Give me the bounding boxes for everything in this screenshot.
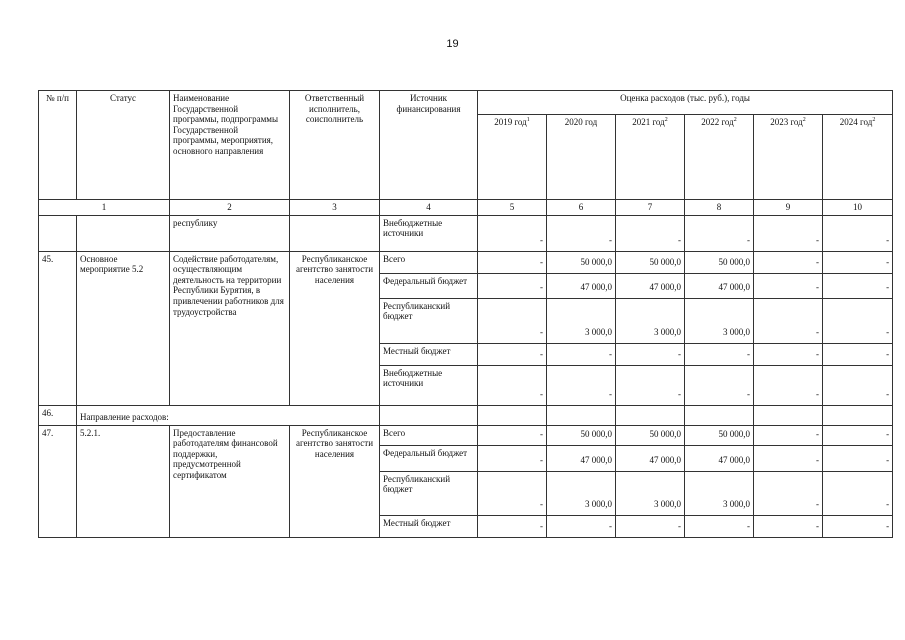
cell-no: 47. [39, 425, 77, 537]
cell-value: - [478, 365, 547, 405]
cell-empty [616, 405, 685, 425]
cell-value: - [754, 471, 823, 515]
column-number: 9 [754, 200, 823, 216]
header-year-footnote: 2 [872, 117, 876, 123]
cell-value: - [754, 445, 823, 471]
column-number: 3 [290, 200, 380, 216]
cell-value: - [823, 273, 893, 298]
cell-source: Республиканский бюджет [380, 471, 478, 515]
table-row [39, 215, 893, 251]
cell-value: - [823, 298, 893, 343]
cell-value: 50 000,0 [547, 425, 616, 445]
header-year [478, 115, 547, 200]
header-year-label: 2022 год [701, 117, 734, 127]
header-status: Статус [77, 91, 170, 200]
cell-name: Предоставление работодателям финансовой поддержки, предусмотренной сертификатом [170, 425, 290, 537]
cell-value: 47 000,0 [616, 273, 685, 298]
cell-name: Содействие работодателям, осуществляющим деятельность на территории Республики Бурятия, в привлечении работников для трудоустройства [170, 251, 290, 405]
cell-value: - [478, 273, 547, 298]
column-number: 8 [685, 200, 754, 216]
cell-source: Федеральный бюджет [380, 273, 478, 298]
header-year-footnote: 1 [526, 117, 530, 123]
cell-value: 3 000,0 [616, 298, 685, 343]
cell-value: 50 000,0 [547, 251, 616, 273]
column-number: 1 [39, 200, 170, 216]
cell-value: - [823, 365, 893, 405]
cell-value: - [547, 215, 616, 251]
column-number: 7 [616, 200, 685, 216]
cell-value: - [478, 471, 547, 515]
cell-empty [823, 405, 893, 425]
cell-value: - [685, 365, 754, 405]
header-year-label: 2019 год [494, 117, 527, 127]
direction-label: Направление расходов: [77, 405, 380, 425]
cell-value: - [754, 215, 823, 251]
header-year-label: 2024 год [839, 117, 873, 127]
cell-status [77, 215, 170, 251]
cell-value: - [478, 515, 547, 537]
cell-executor [290, 215, 380, 251]
cell-value: - [823, 425, 893, 445]
cell-value: - [754, 298, 823, 343]
cell-value: 3 000,0 [685, 471, 754, 515]
budget-table [38, 90, 893, 538]
cell-value: - [685, 343, 754, 365]
table-row [39, 251, 893, 273]
cell-value: - [616, 365, 685, 405]
cell-value: - [823, 343, 893, 365]
column-number: 10 [823, 200, 893, 216]
cell-no: 45. [39, 251, 77, 405]
header-year-footnote: 2 [733, 117, 737, 123]
header-year [823, 115, 893, 200]
cell-status: 5.2.1. [77, 425, 170, 537]
cell-value: - [616, 515, 685, 537]
cell-value: 50 000,0 [685, 251, 754, 273]
cell-value: - [616, 343, 685, 365]
header-estimate: Оценка расходов (тыс. руб.), годы [478, 91, 893, 115]
cell-value: - [478, 445, 547, 471]
cell-value: - [478, 298, 547, 343]
cell-no [39, 215, 77, 251]
cell-name: республику [170, 215, 290, 251]
header-year [616, 115, 685, 200]
column-number: 6 [547, 200, 616, 216]
cell-value: 50 000,0 [616, 251, 685, 273]
header-name: Наименование Государственной программы, подпрограммы Государственной программы, мероприятия, основного направления [170, 91, 290, 200]
cell-value: - [823, 251, 893, 273]
cell-empty [380, 405, 478, 425]
table-row [39, 405, 893, 425]
page-number: 19 [446, 38, 459, 50]
cell-value: 50 000,0 [685, 425, 754, 445]
cell-value: - [754, 343, 823, 365]
header-year-label: 2021 год [632, 117, 665, 127]
cell-source: Федеральный бюджет [380, 445, 478, 471]
cell-value: - [823, 515, 893, 537]
cell-value: - [754, 273, 823, 298]
cell-status: Основное мероприятие 5.2 [77, 251, 170, 405]
cell-source: Республиканский бюджет [380, 298, 478, 343]
cell-source: Местный бюджет [380, 343, 478, 365]
cell-value: 47 000,0 [616, 445, 685, 471]
cell-value: 3 000,0 [685, 298, 754, 343]
cell-value: - [547, 365, 616, 405]
cell-value: - [478, 425, 547, 445]
cell-value: - [754, 515, 823, 537]
cell-value: 47 000,0 [547, 273, 616, 298]
cell-value: - [754, 251, 823, 273]
cell-no: 46. [39, 405, 77, 425]
header-year [685, 115, 754, 200]
header-year-footnote: 2 [802, 117, 806, 123]
cell-value: 47 000,0 [547, 445, 616, 471]
header-year-footnote: 2 [664, 117, 668, 123]
cell-source: Внебюджетные источники [380, 365, 478, 405]
cell-value: - [547, 343, 616, 365]
cell-value: - [823, 215, 893, 251]
cell-value: 3 000,0 [616, 471, 685, 515]
column-number: 2 [170, 200, 290, 216]
cell-value: - [547, 515, 616, 537]
column-number: 4 [380, 200, 478, 216]
cell-value: 47 000,0 [685, 273, 754, 298]
cell-empty [478, 405, 547, 425]
cell-value: - [823, 445, 893, 471]
cell-value: - [478, 251, 547, 273]
cell-empty [547, 405, 616, 425]
cell-executor: Республиканское агентство занятости населения [290, 425, 380, 537]
cell-value: 3 000,0 [547, 298, 616, 343]
cell-value: - [616, 215, 685, 251]
cell-value: - [478, 343, 547, 365]
cell-value: 50 000,0 [616, 425, 685, 445]
header-no: № п/п [39, 91, 77, 200]
cell-value: 47 000,0 [685, 445, 754, 471]
header-source: Источник финансирования [380, 91, 478, 200]
cell-executor: Республиканское агентство занятости населения [290, 251, 380, 405]
header-year [547, 115, 616, 200]
cell-source: Внебюджетные источники [380, 215, 478, 251]
header-executor: Ответственный исполнитель, соисполнитель [290, 91, 380, 200]
cell-value: - [685, 515, 754, 537]
cell-value: - [685, 215, 754, 251]
cell-source: Местный бюджет [380, 515, 478, 537]
cell-value: - [823, 471, 893, 515]
cell-empty [685, 405, 754, 425]
cell-value: - [754, 425, 823, 445]
header-year-label: 2020 год [564, 117, 598, 127]
cell-value: - [478, 215, 547, 251]
header-year-label: 2023 год [770, 117, 803, 127]
cell-value: - [754, 365, 823, 405]
cell-empty [754, 405, 823, 425]
header-year [754, 115, 823, 200]
column-numbers-row [39, 200, 893, 216]
table-row [39, 425, 893, 445]
cell-source: Всего [380, 425, 478, 445]
cell-source: Всего [380, 251, 478, 273]
column-number: 5 [478, 200, 547, 216]
cell-value: 3 000,0 [547, 471, 616, 515]
